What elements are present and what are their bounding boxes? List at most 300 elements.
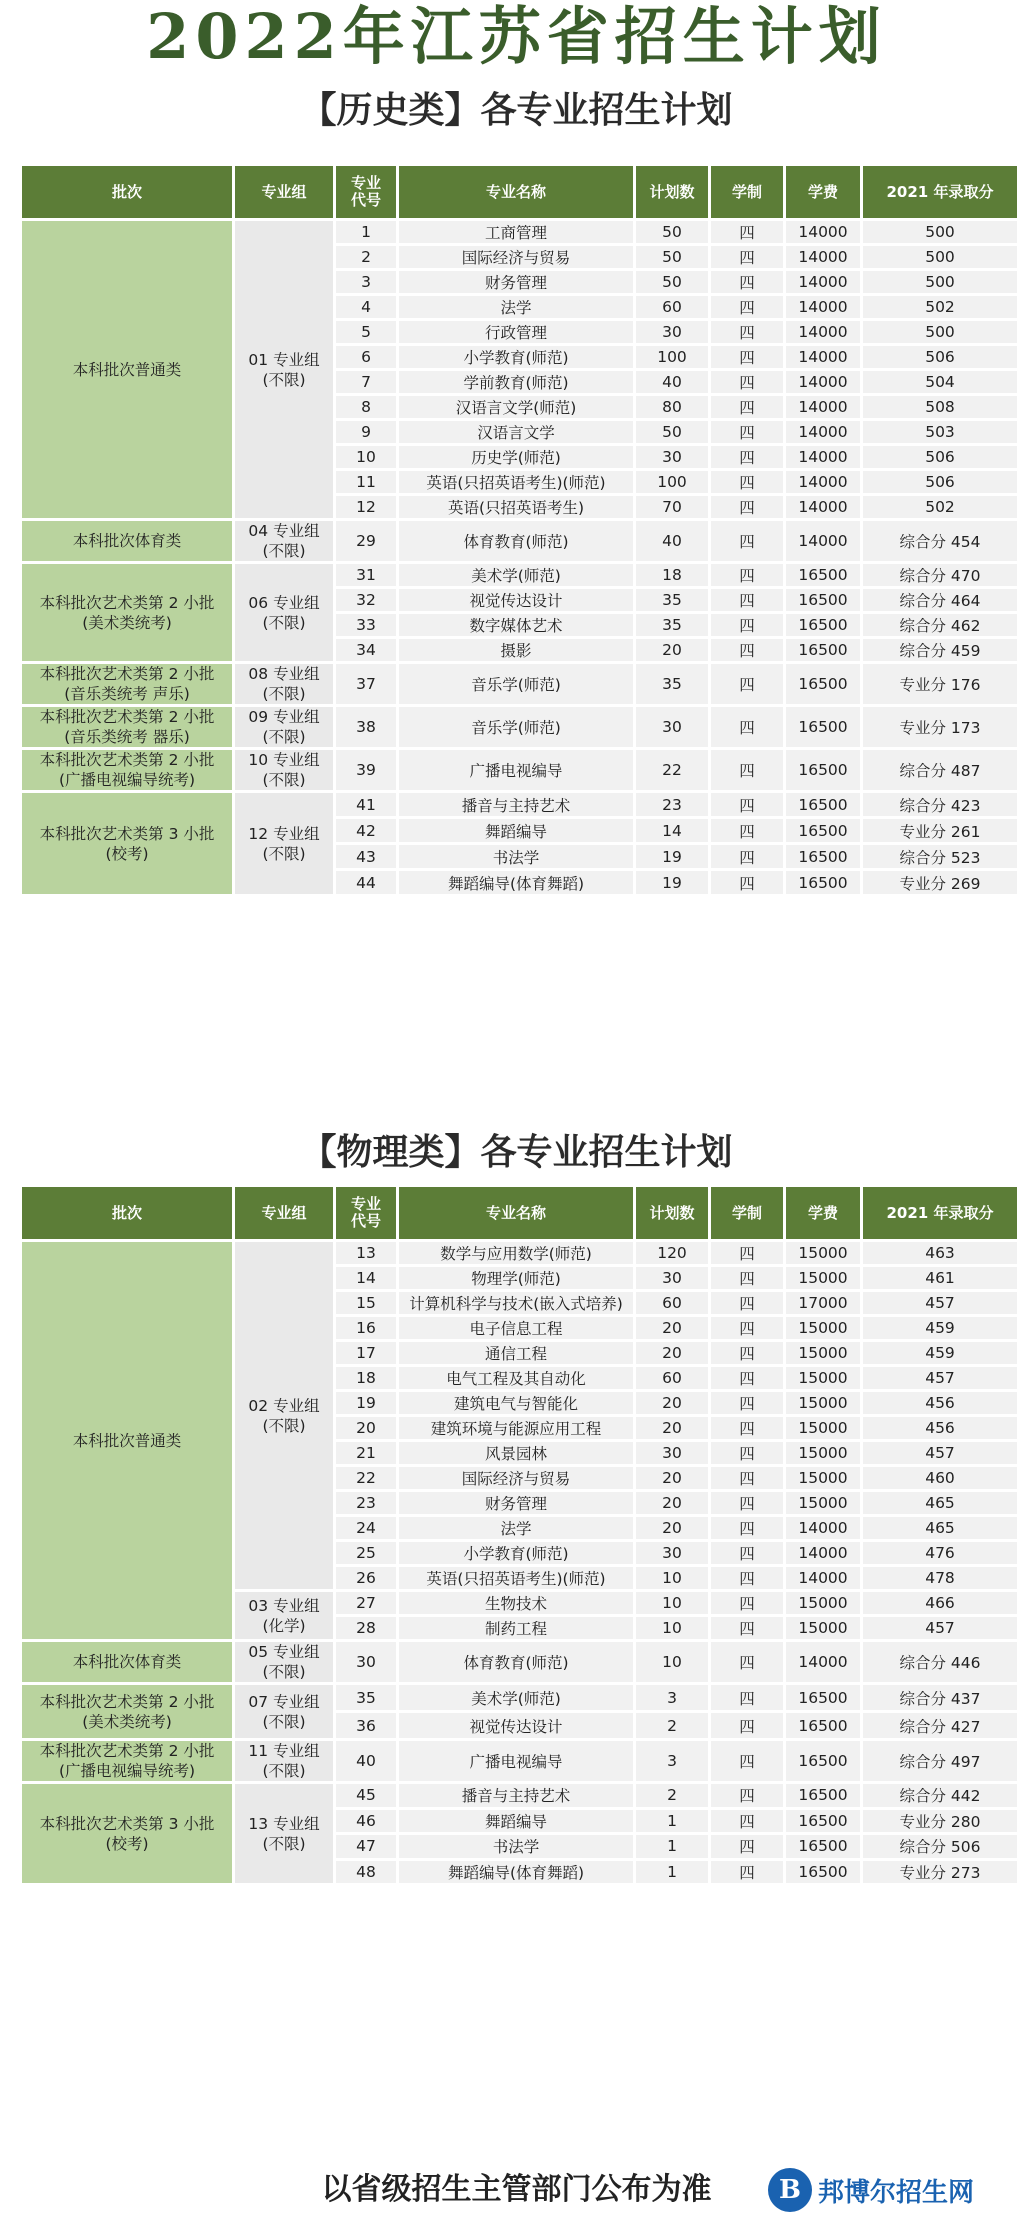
physics-cell-code: 14 — [336, 1267, 396, 1289]
history-cell-fee: 16500 — [786, 664, 860, 704]
history-cell-fee: 16500 — [786, 819, 860, 842]
physics-cell-score: 专业分 280 — [863, 1810, 1017, 1833]
history-cell-plan: 35 — [636, 614, 708, 636]
physics-cell-years: 四 — [711, 1810, 783, 1833]
history-cell-fee: 16500 — [786, 564, 860, 586]
history-cell-name: 法学 — [399, 296, 633, 318]
history-cell-plan: 80 — [636, 396, 708, 418]
history-header-name: 专业名称 — [399, 166, 633, 218]
history-cell-fee: 14000 — [786, 446, 860, 468]
physics-cell-code: 30 — [336, 1642, 396, 1682]
physics-cell-years: 四 — [711, 1784, 783, 1807]
history-cell-code: 2 — [336, 246, 396, 268]
physics-cell-fee: 16500 — [786, 1861, 860, 1884]
physics-cell-score: 463 — [863, 1242, 1017, 1264]
history-cell-years: 四 — [711, 845, 783, 868]
physics-group-cell: 03 专业组 (化学) — [235, 1592, 333, 1639]
history-cell-years: 四 — [711, 271, 783, 293]
physics-cell-name: 国际经济与贸易 — [399, 1467, 633, 1489]
history-cell-years: 四 — [711, 296, 783, 318]
history-cell-years: 四 — [711, 793, 783, 816]
physics-cell-score: 综合分 506 — [863, 1835, 1017, 1858]
history-cell-code: 9 — [336, 421, 396, 443]
history-table-row — [22, 564, 1017, 586]
physics-cell-years: 四 — [711, 1417, 783, 1439]
physics-cell-fee: 16500 — [786, 1741, 860, 1781]
history-cell-years: 四 — [711, 614, 783, 636]
history-cell-name: 摄影 — [399, 639, 633, 661]
physics-cell-years: 四 — [711, 1267, 783, 1289]
history-cell-name: 视觉传达设计 — [399, 589, 633, 611]
history-cell-code: 10 — [336, 446, 396, 468]
history-cell-fee: 14000 — [786, 321, 860, 343]
history-table-row — [22, 664, 1017, 704]
history-cell-plan: 18 — [636, 564, 708, 586]
history-cell-plan: 20 — [636, 639, 708, 661]
physics-cell-years: 四 — [711, 1442, 783, 1464]
physics-header-row — [22, 1187, 1017, 1239]
history-cell-name: 播音与主持艺术 — [399, 793, 633, 816]
physics-cell-fee: 15000 — [786, 1617, 860, 1639]
physics-group-cell: 07 专业组 (不限) — [235, 1685, 333, 1738]
physics-cell-name: 电气工程及其自动化 — [399, 1367, 633, 1389]
physics-cell-code: 23 — [336, 1492, 396, 1514]
physics-cell-plan: 20 — [636, 1317, 708, 1339]
history-cell-score: 500 — [863, 271, 1017, 293]
physics-group-cell: 05 专业组 (不限) — [235, 1642, 333, 1682]
history-cell-plan: 35 — [636, 664, 708, 704]
physics-cell-score: 457 — [863, 1367, 1017, 1389]
history-cell-name: 小学教育(师范) — [399, 346, 633, 368]
history-cell-plan: 14 — [636, 819, 708, 842]
physics-cell-fee: 15000 — [786, 1442, 860, 1464]
history-cell-years: 四 — [711, 564, 783, 586]
physics-cell-years: 四 — [711, 1467, 783, 1489]
history-cell-code: 5 — [336, 321, 396, 343]
physics-cell-score: 456 — [863, 1417, 1017, 1439]
footer-note: 以省级招生主管部门公布为准 — [321, 2172, 712, 2207]
physics-cell-code: 24 — [336, 1517, 396, 1539]
history-cell-name: 英语(只招英语考生)(师范) — [399, 471, 633, 493]
physics-cell-name: 视觉传达设计 — [399, 1713, 633, 1738]
physics-cell-fee: 16500 — [786, 1685, 860, 1710]
history-group-cell: 01 专业组 (不限) — [235, 221, 333, 518]
history-cell-years: 四 — [711, 446, 783, 468]
physics-cell-code: 18 — [336, 1367, 396, 1389]
physics-cell-code: 16 — [336, 1317, 396, 1339]
physics-cell-name: 财务管理 — [399, 1492, 633, 1514]
physics-cell-code: 40 — [336, 1741, 396, 1781]
history-cell-plan: 50 — [636, 221, 708, 243]
physics-cell-name: 生物技术 — [399, 1592, 633, 1614]
history-group-cell: 08 专业组 (不限) — [235, 664, 333, 704]
physics-cell-fee: 15000 — [786, 1417, 860, 1439]
history-cell-code: 12 — [336, 496, 396, 518]
history-cell-years: 四 — [711, 321, 783, 343]
physics-cell-fee: 16500 — [786, 1835, 860, 1858]
history-table-row — [22, 221, 1017, 243]
physics-cell-fee: 15000 — [786, 1367, 860, 1389]
physics-cell-years: 四 — [711, 1492, 783, 1514]
history-cell-fee: 14000 — [786, 346, 860, 368]
history-cell-name: 汉语言文学 — [399, 421, 633, 443]
history-cell-code: 31 — [336, 564, 396, 586]
physics-table-row — [22, 1784, 1017, 1807]
history-cell-years: 四 — [711, 521, 783, 561]
physics-cell-plan: 10 — [636, 1592, 708, 1614]
history-cell-plan: 100 — [636, 471, 708, 493]
physics-header-plan: 计划数 — [636, 1187, 708, 1239]
history-cell-name: 书法学 — [399, 845, 633, 868]
physics-cell-plan: 20 — [636, 1517, 708, 1539]
history-table-row — [22, 750, 1017, 790]
physics-batch-cell: 本科批次体育类 — [22, 1642, 232, 1682]
history-cell-fee: 14000 — [786, 421, 860, 443]
history-cell-years: 四 — [711, 871, 783, 894]
history-cell-score: 综合分 454 — [863, 521, 1017, 561]
history-cell-score: 综合分 487 — [863, 750, 1017, 790]
physics-cell-score: 476 — [863, 1542, 1017, 1564]
physics-cell-years: 四 — [711, 1835, 783, 1858]
physics-table-row — [22, 1642, 1017, 1682]
history-cell-plan: 70 — [636, 496, 708, 518]
physics-cell-fee: 15000 — [786, 1492, 860, 1514]
history-cell-years: 四 — [711, 246, 783, 268]
physics-cell-years: 四 — [711, 1517, 783, 1539]
history-cell-score: 504 — [863, 371, 1017, 393]
history-cell-plan: 19 — [636, 845, 708, 868]
history-cell-code: 11 — [336, 471, 396, 493]
history-table-row — [22, 521, 1017, 561]
history-cell-code: 7 — [336, 371, 396, 393]
physics-cell-score: 457 — [863, 1617, 1017, 1639]
history-plan-table — [19, 163, 1020, 897]
physics-cell-plan: 20 — [636, 1492, 708, 1514]
history-cell-plan: 40 — [636, 521, 708, 561]
physics-cell-name: 舞蹈编导(体育舞蹈) — [399, 1861, 633, 1884]
physics-cell-plan: 20 — [636, 1417, 708, 1439]
physics-cell-fee: 14000 — [786, 1517, 860, 1539]
history-cell-plan: 50 — [636, 421, 708, 443]
physics-cell-years: 四 — [711, 1592, 783, 1614]
physics-cell-years: 四 — [711, 1392, 783, 1414]
physics-cell-score: 456 — [863, 1392, 1017, 1414]
physics-cell-score: 465 — [863, 1492, 1017, 1514]
history-cell-score: 502 — [863, 496, 1017, 518]
history-cell-fee: 16500 — [786, 845, 860, 868]
history-cell-code: 3 — [336, 271, 396, 293]
history-cell-plan: 60 — [636, 296, 708, 318]
physics-cell-score: 465 — [863, 1517, 1017, 1539]
physics-cell-plan: 2 — [636, 1713, 708, 1738]
physics-cell-plan: 10 — [636, 1567, 708, 1589]
history-cell-fee: 14000 — [786, 296, 860, 318]
physics-cell-years: 四 — [711, 1317, 783, 1339]
physics-cell-name: 建筑电气与智能化 — [399, 1392, 633, 1414]
physics-cell-plan: 1 — [636, 1810, 708, 1833]
physics-header-group: 专业组 — [235, 1187, 333, 1239]
physics-cell-plan: 20 — [636, 1392, 708, 1414]
history-cell-years: 四 — [711, 639, 783, 661]
history-cell-name: 舞蹈编导(体育舞蹈) — [399, 871, 633, 894]
physics-group-cell: 13 专业组 (不限) — [235, 1784, 333, 1883]
history-cell-score: 专业分 173 — [863, 707, 1017, 747]
history-cell-fee: 14000 — [786, 246, 860, 268]
physics-cell-fee: 14000 — [786, 1542, 860, 1564]
history-cell-fee: 16500 — [786, 614, 860, 636]
physics-cell-plan: 10 — [636, 1617, 708, 1639]
physics-cell-plan: 1 — [636, 1861, 708, 1884]
history-group-cell: 04 专业组 (不限) — [235, 521, 333, 561]
physics-cell-plan: 20 — [636, 1342, 708, 1364]
history-cell-years: 四 — [711, 421, 783, 443]
history-cell-plan: 23 — [636, 793, 708, 816]
physics-cell-score: 459 — [863, 1317, 1017, 1339]
history-cell-fee: 14000 — [786, 396, 860, 418]
physics-cell-fee: 16500 — [786, 1713, 860, 1738]
physics-cell-plan: 60 — [636, 1367, 708, 1389]
history-group-cell: 12 专业组 (不限) — [235, 793, 333, 894]
physics-batch-cell: 本科批次艺术类第 3 小批 (校考) — [22, 1784, 232, 1883]
physics-cell-years: 四 — [711, 1741, 783, 1781]
physics-cell-code: 47 — [336, 1835, 396, 1858]
history-group-cell: 09 专业组 (不限) — [235, 707, 333, 747]
history-cell-plan: 19 — [636, 871, 708, 894]
history-cell-years: 四 — [711, 664, 783, 704]
physics-cell-fee: 16500 — [786, 1784, 860, 1807]
physics-cell-fee: 15000 — [786, 1392, 860, 1414]
history-cell-code: 29 — [336, 521, 396, 561]
physics-cell-fee: 15000 — [786, 1242, 860, 1264]
history-cell-years: 四 — [711, 471, 783, 493]
physics-cell-years: 四 — [711, 1242, 783, 1264]
physics-cell-plan: 10 — [636, 1642, 708, 1682]
physics-cell-name: 舞蹈编导 — [399, 1810, 633, 1833]
physics-cell-years: 四 — [711, 1617, 783, 1639]
history-header-plan: 计划数 — [636, 166, 708, 218]
physics-cell-years: 四 — [711, 1642, 783, 1682]
history-header-group: 专业组 — [235, 166, 333, 218]
physics-cell-fee: 17000 — [786, 1292, 860, 1314]
physics-cell-years: 四 — [711, 1685, 783, 1710]
history-group-cell: 06 专业组 (不限) — [235, 564, 333, 661]
physics-cell-code: 22 — [336, 1467, 396, 1489]
physics-cell-name: 风景园林 — [399, 1442, 633, 1464]
physics-cell-code: 21 — [336, 1442, 396, 1464]
history-cell-name: 广播电视编导 — [399, 750, 633, 790]
history-cell-score: 503 — [863, 421, 1017, 443]
history-cell-fee: 16500 — [786, 639, 860, 661]
physics-header-years: 学制 — [711, 1187, 783, 1239]
physics-group-cell: 02 专业组 (不限) — [235, 1242, 333, 1589]
physics-cell-score: 专业分 273 — [863, 1861, 1017, 1884]
physics-cell-fee: 14000 — [786, 1567, 860, 1589]
physics-cell-code: 36 — [336, 1713, 396, 1738]
physics-cell-code: 48 — [336, 1861, 396, 1884]
physics-cell-fee: 15000 — [786, 1342, 860, 1364]
history-cell-fee: 16500 — [786, 871, 860, 894]
physics-cell-plan: 3 — [636, 1685, 708, 1710]
history-cell-fee: 16500 — [786, 793, 860, 816]
history-cell-code: 4 — [336, 296, 396, 318]
history-cell-code: 43 — [336, 845, 396, 868]
physics-cell-code: 46 — [336, 1810, 396, 1833]
history-cell-years: 四 — [711, 707, 783, 747]
history-cell-score: 综合分 464 — [863, 589, 1017, 611]
history-cell-plan: 40 — [636, 371, 708, 393]
history-cell-fee: 14000 — [786, 496, 860, 518]
physics-cell-name: 书法学 — [399, 1835, 633, 1858]
history-cell-code: 1 — [336, 221, 396, 243]
physics-cell-years: 四 — [711, 1342, 783, 1364]
history-cell-score: 专业分 176 — [863, 664, 1017, 704]
physics-cell-code: 35 — [336, 1685, 396, 1710]
history-cell-plan: 50 — [636, 246, 708, 268]
history-cell-name: 汉语言文学(师范) — [399, 396, 633, 418]
physics-header-batch: 批次 — [22, 1187, 232, 1239]
history-header-years: 学制 — [711, 166, 783, 218]
physics-cell-score: 459 — [863, 1342, 1017, 1364]
physics-header-fee: 学费 — [786, 1187, 860, 1239]
history-header-score: 2021 年录取分 — [863, 166, 1017, 218]
history-cell-score: 500 — [863, 321, 1017, 343]
site-logo[interactable] — [768, 2168, 974, 2212]
physics-batch-cell: 本科批次普通类 — [22, 1242, 232, 1639]
history-cell-score: 综合分 462 — [863, 614, 1017, 636]
history-cell-code: 38 — [336, 707, 396, 747]
history-cell-name: 英语(只招英语考生) — [399, 496, 633, 518]
history-cell-score: 506 — [863, 471, 1017, 493]
physics-cell-years: 四 — [711, 1713, 783, 1738]
physics-cell-plan: 120 — [636, 1242, 708, 1264]
history-cell-years: 四 — [711, 371, 783, 393]
history-header-batch: 批次 — [22, 166, 232, 218]
physics-cell-fee: 15000 — [786, 1592, 860, 1614]
history-cell-score: 500 — [863, 221, 1017, 243]
history-cell-fee: 16500 — [786, 707, 860, 747]
history-cell-code: 41 — [336, 793, 396, 816]
physics-cell-plan: 60 — [636, 1292, 708, 1314]
history-cell-score: 专业分 269 — [863, 871, 1017, 894]
physics-cell-years: 四 — [711, 1542, 783, 1564]
physics-section-title: 【物理类】各专业招生计划 — [300, 1132, 733, 1173]
history-cell-fee: 16500 — [786, 589, 860, 611]
physics-cell-score: 466 — [863, 1592, 1017, 1614]
physics-cell-fee: 14000 — [786, 1642, 860, 1682]
history-cell-score: 综合分 470 — [863, 564, 1017, 586]
physics-header-code: 专业 代号 — [336, 1187, 396, 1239]
history-batch-cell: 本科批次艺术类第 3 小批 (校考) — [22, 793, 232, 894]
history-cell-years: 四 — [711, 819, 783, 842]
physics-table-row — [22, 1242, 1017, 1264]
history-cell-name: 音乐学(师范) — [399, 707, 633, 747]
physics-cell-code: 45 — [336, 1784, 396, 1807]
history-batch-cell: 本科批次普通类 — [22, 221, 232, 518]
physics-cell-name: 广播电视编导 — [399, 1741, 633, 1781]
history-cell-score: 502 — [863, 296, 1017, 318]
history-header-fee: 学费 — [786, 166, 860, 218]
history-cell-name: 历史学(师范) — [399, 446, 633, 468]
history-cell-name: 行政管理 — [399, 321, 633, 343]
history-cell-years: 四 — [711, 346, 783, 368]
physics-cell-name: 美术学(师范) — [399, 1685, 633, 1710]
history-cell-score: 500 — [863, 246, 1017, 268]
history-cell-code: 6 — [336, 346, 396, 368]
history-cell-years: 四 — [711, 496, 783, 518]
physics-cell-years: 四 — [711, 1292, 783, 1314]
history-cell-years: 四 — [711, 396, 783, 418]
physics-cell-score: 综合分 427 — [863, 1713, 1017, 1738]
physics-cell-code: 17 — [336, 1342, 396, 1364]
physics-cell-score: 综合分 437 — [863, 1685, 1017, 1710]
history-cell-code: 44 — [336, 871, 396, 894]
history-cell-code: 32 — [336, 589, 396, 611]
physics-cell-code: 25 — [336, 1542, 396, 1564]
physics-cell-name: 制药工程 — [399, 1617, 633, 1639]
physics-cell-fee: 16500 — [786, 1810, 860, 1833]
history-cell-plan: 35 — [636, 589, 708, 611]
physics-cell-years: 四 — [711, 1367, 783, 1389]
history-cell-name: 学前教育(师范) — [399, 371, 633, 393]
history-cell-years: 四 — [711, 750, 783, 790]
history-cell-code: 42 — [336, 819, 396, 842]
history-cell-code: 8 — [336, 396, 396, 418]
physics-cell-years: 四 — [711, 1567, 783, 1589]
physics-cell-code: 15 — [336, 1292, 396, 1314]
physics-header-score: 2021 年录取分 — [863, 1187, 1017, 1239]
page-title: 2022年江苏省招生计划 — [146, 0, 887, 73]
history-cell-name: 音乐学(师范) — [399, 664, 633, 704]
physics-cell-name: 数学与应用数学(师范) — [399, 1242, 633, 1264]
physics-cell-code: 26 — [336, 1567, 396, 1589]
history-cell-code: 34 — [336, 639, 396, 661]
history-cell-plan: 50 — [636, 271, 708, 293]
history-cell-name: 美术学(师范) — [399, 564, 633, 586]
history-cell-score: 专业分 261 — [863, 819, 1017, 842]
physics-cell-code: 20 — [336, 1417, 396, 1439]
history-batch-cell: 本科批次艺术类第 2 小批 (音乐类统考 器乐) — [22, 707, 232, 747]
physics-cell-name: 播音与主持艺术 — [399, 1784, 633, 1807]
physics-cell-name: 建筑环境与能源应用工程 — [399, 1417, 633, 1439]
physics-header-name: 专业名称 — [399, 1187, 633, 1239]
history-cell-code: 33 — [336, 614, 396, 636]
history-table-row — [22, 707, 1017, 747]
physics-cell-code: 28 — [336, 1617, 396, 1639]
history-cell-score: 506 — [863, 346, 1017, 368]
history-header-code: 专业 代号 — [336, 166, 396, 218]
history-group-cell: 10 专业组 (不限) — [235, 750, 333, 790]
physics-plan-table — [19, 1184, 1020, 1886]
history-cell-years: 四 — [711, 221, 783, 243]
physics-cell-code: 27 — [336, 1592, 396, 1614]
history-cell-plan: 22 — [636, 750, 708, 790]
history-batch-cell: 本科批次体育类 — [22, 521, 232, 561]
physics-cell-plan: 30 — [636, 1542, 708, 1564]
physics-cell-score: 460 — [863, 1467, 1017, 1489]
physics-cell-name: 体育教育(师范) — [399, 1642, 633, 1682]
physics-cell-fee: 15000 — [786, 1317, 860, 1339]
history-cell-fee: 14000 — [786, 521, 860, 561]
history-cell-plan: 30 — [636, 446, 708, 468]
history-cell-name: 财务管理 — [399, 271, 633, 293]
history-cell-fee: 14000 — [786, 271, 860, 293]
physics-cell-score: 综合分 497 — [863, 1741, 1017, 1781]
physics-cell-code: 13 — [336, 1242, 396, 1264]
history-cell-years: 四 — [711, 589, 783, 611]
history-cell-plan: 100 — [636, 346, 708, 368]
physics-cell-fee: 15000 — [786, 1467, 860, 1489]
history-cell-score: 综合分 423 — [863, 793, 1017, 816]
